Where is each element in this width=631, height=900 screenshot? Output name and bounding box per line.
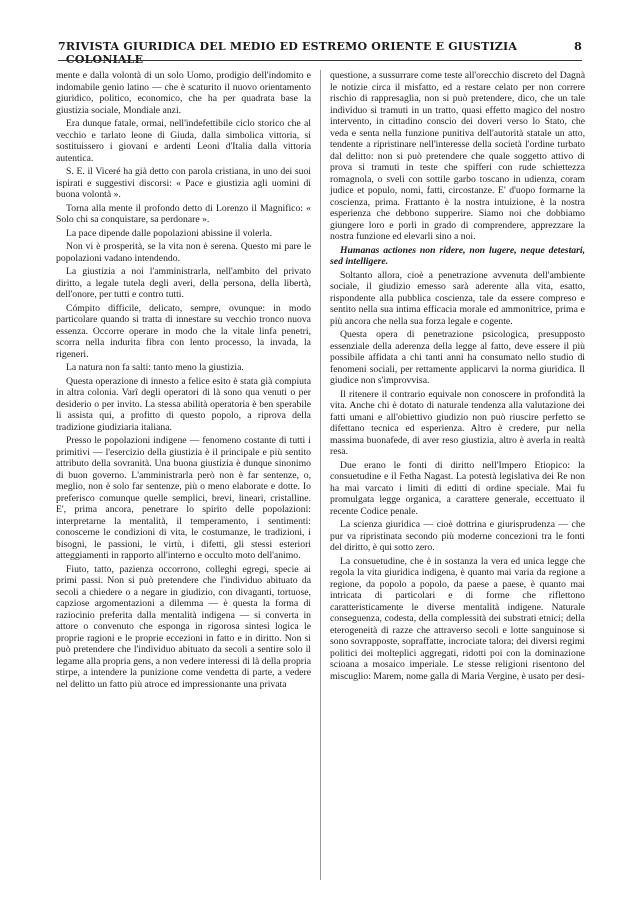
page-number-left: 7 — [58, 40, 66, 53]
paragraph: La pace dipende dalle popolazioni abissine il volerla. — [66, 227, 273, 239]
paragraph: La consuetudine, che è in sostanza la vera ed unica legge che regola la vita giuridica indigena, è quanto mai varia da regione a regione, da popolo a popolo, da paese a paese, è quanto mai intricata di particolari e di forme che riflettono caratteristicamente le diverse mentalità indigene. Naturale conseguenza, codesta, della complessità dei substrati etnici; della eterogeneità di razze che attraverso secoli e lotte sanguinose si sono sovrapposte, sopraffatte, incrociate talora; dei diversi regimi politici dei molteplici aggregati, ridotti poi con la dominazione scioana a mosaico imperiale. Le stesse religioni risentono del miscuglio: Marem, nome galla di Maria Vergine, è usato per desi- — [330, 555, 585, 682]
paragraph: Era dunque fatale, ormai, nell'indefettibile ciclo storico che al vecchio e tarlato leone di Giuda, dalla simbolica vittoria, si sostituissero i giovani e ardenti Leoni d'Italia dalla vittoria autentica. — [56, 118, 311, 164]
paragraph: Presso le popolazioni indigene — fenomeno costante di tutti i primitivi — l'esercizio della giustizia è il principale e più sentito attributo della sovranità. Una buona giustizia è dunque sinonimo di buon governo. L'amministrarla però non è far sentenze, o, meglio, non è solo far sentenze, più o meno elaborate e dotte. Io preferisco comunque quelle semplici, brevi, lineari, cristalline. E', prima ancora, penetrare lo spirito delle popolazioni: interpretarne la mentalità, il temperamento, i sentimenti: conoscerne le condizioni di vita, le costumanze, le tradizioni, i bisogni, le passioni, le virtù, i difetti, gli stessi esteriori atteggiamenti in rapporto all'interno e occulto moto dell'animo. — [56, 435, 311, 561]
paragraph: S. E. il Viceré ha già detto con parola cristiana, in uno dei suoi ispirati e suggestivi discorsi: « Pace e giustizia agli uomini di buona volontà ». — [56, 166, 311, 200]
running-header — [58, 40, 582, 66]
paragraph: Non vi è prosperità, se la vita non è serena. Questo mi pare le popolazioni vadano intendendo. — [56, 241, 311, 264]
paragraph: Due erano le fonti di diritto nell'Impero Etiopico: la consuetudine e il Fetha Nagast. La potestà legislativa dei Re non ha mai varcato i limiti di editti di ordine speciale. Mai fu promulgata legge organica, a carattere generale, eccettuato il recente Codice penale. — [330, 459, 585, 517]
latin-quote: Humanas actiones non ridere, non lugere, neque detestari, sed intelligere. — [330, 244, 585, 267]
page-number-right: 8 — [574, 40, 582, 53]
paragraph: Torna alla mente il profondo detto di Lorenzo il Magnifico: « Solo chi sa conquistare, sa perdonare ». — [56, 202, 311, 225]
paragraph: Fiuto, tatto, pazienza occorrono, colleghi egregi, specie ai primi passi. Non si può pretendere che l'individuo abituato da secoli a chiedere o a negare in giudizio, con divaganti, tortuose, capziose argomentazioni a dilemma — è questa la forma di raziocinio preferita dalla mentalità indigena — si converta in attore o convenuto che esponga in rigorosa sintesi logica le proprie ragioni e le proprie eccezioni in fatto e in diritto. Non si può pretendere che l'individuo abituato da secoli a sentire solo il legame alla propria gens, a non vedere interessi di là della propria stirpe, a intendere la punizione come vendetta di parte, a vedere nel delitto un fatto più atroce ed impressionante una privata — [56, 563, 312, 690]
paragraph: Questa opera di penetrazione psicologica, presupposto essenziale della aderenza della legge al fatto, deve essere il più possibile affidata a chi tanti anni ha consumato nello studio di fenomeni sociali, per rettamente applicarvi la norma giuridica. Il giudice non s'improvvisa. — [330, 329, 585, 386]
paragraph: La scienza giuridica — cioè dottrina e giurisprudenza — che pur va ripristinata secondo più moderne concezioni tra le fonti del diritto, è qui sotto zero. — [330, 519, 585, 553]
header-rule — [58, 60, 582, 61]
right-column — [330, 70, 585, 684]
paragraph: Il ritenere il contrario equivale non conoscere in profondità la vita. Anche chi è dotato di naturale tendenza alla valutazione dei fatti umani e all'obiettivo giudizio non può riuscire perfetto se difettano tecnica ed esperienza. Altro è credere, pur nella massima buonafede, di aver reso giustizia, altro è averla in realtà resa. — [330, 388, 585, 457]
paragraph: questione, a sussurrare come teste all'orecchio discreto del Dagnà le notizie circa il misfatto, ed a restare celato per non correre rischio di rappresaglia, non si può pretendere, dico, che un tale individuo si tramuti in un tratto, quasi effetto magico del nostro intervento, in cittadino conscio dei doveri verso lo Stato, che veda e senta nella funzione punitiva dell'autorità statale un atto, tendente a ripristinare nell'interesse della società l'ordine turbato dal delitto: non si può pretendere che quale soggetto attivo di prova si tramuti in teste che spifferi con rude schiettezza romagnola, o sveli con sottile garbo toscano in udienza, coram judice et populo, nomi, fatti, circostanze. E' d'uopo formarne la coscienza, prima. Frattanto è la nostra intuizione, è la nostra esperienza che debbono supperire. Siamo noi che dobbiamo giungere loro e porli in grado di comprendere, apprezzare la nostra funzione ed elevarli sino a noi. — [330, 70, 585, 242]
column-divider — [320, 70, 321, 880]
paragraph: Questa operazione di innesto a felice esito è stata già compiuta in altra colonia. Varî degli operatori di là sono qua venuti o per desiderio o per invito. La stessa abilità operatoria è ben sperabile li assista qui, a profitto di questo popolo, a riprova della tradizione giudiziaria italiana. — [56, 375, 311, 433]
left-column — [56, 70, 311, 692]
paragraph: Soltanto allora, cioè a penetrazione avvenuta dell'ambiente sociale, il giudizio emesso sarà aderente alla vita, esatto, rispondente alla pubblica coscienza, tale da essere compreso e sentito nella sua intima efficacia morale ed ammonitrice, prima e più ancora che nella sua forza legale e cogente. — [330, 269, 585, 327]
paragraph: mente e dalla volontà di un solo Uomo, prodigio dell'indomito e indomabile genio latino — che è scaturito il nuovo orientamento giuridico, politico, economico, che ha per quadrata base la giustizia sociale, Mondiale anzi. — [56, 70, 311, 116]
paragraph: La natura non fa salti: tanto meno la giustizia. — [66, 362, 244, 373]
journal-title: RIVISTA GIURIDICA DEL MEDIO ED ESTREMO ORIENTE E GIUSTIZIA COLONIALE — [65, 40, 518, 66]
paragraph: Cómpito difficile, delicato, sempre, ovunque: in modo particolare quando si tratta di innestare su vecchio tronco nuova essenza. Occorre operare in modo che la vitale linfa penetri, scorra nella indurita fibra con lento processo, la invada, la rigeneri. — [56, 302, 311, 360]
paragraph: La giustizia a noi l'amministrarla, nell'ambito del privato diritto, a legale tutela degli averi, della persona, della libertà, dell'onore, per tutti e contro tutti. — [56, 266, 311, 300]
